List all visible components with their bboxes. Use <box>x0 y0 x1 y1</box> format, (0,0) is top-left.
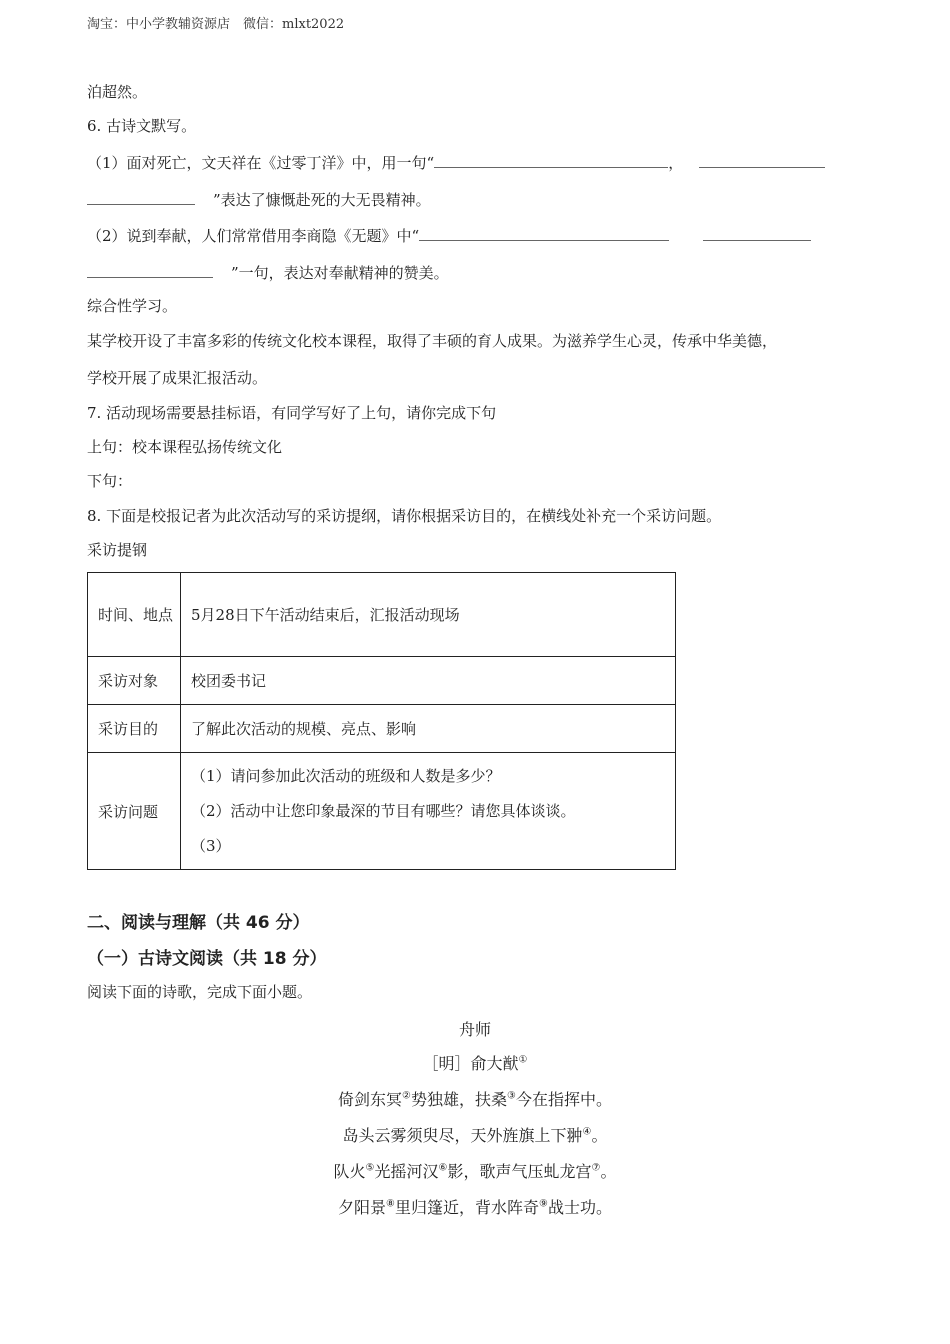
table-label: 采访对象 <box>88 657 181 705</box>
table-label: 采访目的 <box>88 705 181 753</box>
poem-line <box>0 1123 950 1146</box>
table-row <box>88 573 676 657</box>
question-6-2-cont <box>87 261 449 283</box>
poem-text: 队火 <box>333 1162 366 1181</box>
table-cell: 5月28日下午活动结束后，汇报活动现场 <box>181 573 676 657</box>
poem-text: 影，歌声气压虬龙宫 <box>447 1162 592 1181</box>
poem-text: 岛头云雾须臾尽，天外旌旗上下翀 <box>342 1126 583 1145</box>
poem-title: 舟师 <box>458 1020 491 1039</box>
question-6-1-cont <box>87 188 431 210</box>
section-label: 综合性学习。 <box>87 297 178 315</box>
table-row <box>88 753 676 870</box>
table-cell: 了解此次活动的规模、亮点、影响 <box>181 705 676 753</box>
question-7: 7. 活动现场需要悬挂标语，有同学写好了上句，请你完成下句 <box>87 404 497 422</box>
footnote-mark: ⑨ <box>539 1198 548 1210</box>
paragraph-line: 某学校开设了丰富多彩的传统文化校本课程，取得了丰硕的育人成果。为滋养学生心灵，传承中华美德， <box>87 332 778 350</box>
footnote-mark: ⑦ <box>591 1162 601 1174</box>
poem-text: 里归篷近，背水阵奇 <box>394 1198 539 1217</box>
poem-text: 。 <box>600 1162 617 1181</box>
poem-line <box>0 1195 950 1218</box>
text-line: 泊超然。 <box>87 83 148 101</box>
question-6: 6. 古诗文默写。 <box>87 117 197 135</box>
question-6-2 <box>87 224 811 246</box>
table-row <box>88 705 676 753</box>
question-7-lower: 下句： <box>87 472 133 490</box>
footnote-mark: ④ <box>582 1126 592 1138</box>
subsection-heading: （一）古诗文阅读（共 18 分） <box>87 949 327 969</box>
footnote-mark: ⑧ <box>386 1198 395 1210</box>
poem-text: 倚剑东冥 <box>338 1090 403 1109</box>
poem-author <box>0 1051 950 1074</box>
answer-blank[interactable] <box>699 151 825 168</box>
question-text: ”表达了慷慨赴死的大无畏精神。 <box>213 191 431 209</box>
answer-blank[interactable] <box>703 224 811 241</box>
poem-text: 光摇河汉 <box>374 1162 439 1181</box>
table-cell <box>181 753 676 870</box>
question-6-1: （1）面对死亡，文天祥在《过零丁洋》中，用一句“ ， <box>87 151 825 173</box>
poem-text: 夕阳景 <box>338 1198 387 1217</box>
question-text: ”一句，表达对奉献精神的赞美。 <box>231 264 449 282</box>
question-text: （2）说到奉献，人们常常借用李商隐《无题》中“ <box>87 227 420 245</box>
table-cell: 校团委书记 <box>181 657 676 705</box>
footnote-mark: ⑤ <box>365 1162 375 1174</box>
poem-line <box>0 1159 950 1182</box>
interview-question: （2）活动中让您印象最深的节目有哪些？请您具体谈谈。 <box>191 801 576 820</box>
answer-blank[interactable] <box>87 261 213 278</box>
question-8: 8. 下面是校报记者为此次活动写的采访提纲，请你根据采访目的，在横线处补充一个采访问题。 <box>87 507 722 525</box>
question-7-upper: 上句：校本课程弘扬传统文化 <box>87 438 283 456</box>
outline-title: 采访提钢 <box>87 541 148 559</box>
watermark-header: 淘宝：中小学教辅资源店 微信：mlxt2022 <box>87 17 345 32</box>
answer-blank[interactable] <box>419 224 669 241</box>
table-row <box>88 657 676 705</box>
poem-text: 势独雄，扶桑 <box>410 1090 507 1109</box>
footnote-mark: ① <box>518 1054 528 1066</box>
poem-line <box>0 1087 950 1110</box>
footnote-mark: ⑥ <box>438 1162 448 1174</box>
interview-question: （1）请问参加此次活动的班级和人数是多少？ <box>191 766 501 785</box>
paragraph-line: 学校开展了成果汇报活动。 <box>87 369 268 387</box>
section-heading: 二、阅读与理解（共 46 分） <box>87 913 310 933</box>
answer-blank[interactable] <box>87 188 195 205</box>
instruction: 阅读下面的诗歌，完成下面小题。 <box>87 983 313 1001</box>
footnote-mark: ② <box>402 1090 411 1102</box>
table-label: 采访问题 <box>88 753 181 870</box>
question-text: （1）面对死亡，文天祥在《过零丁洋》中，用一句“ <box>87 154 435 172</box>
poem-text: 战士功。 <box>547 1198 612 1217</box>
author-name: ［明］俞大猷 <box>422 1054 519 1073</box>
poem-text: 今在指挥中。 <box>515 1090 612 1109</box>
interview-question-blank[interactable]: （3） <box>191 836 231 855</box>
footnote-mark: ③ <box>507 1090 516 1102</box>
interview-outline-table <box>87 572 676 870</box>
poem-text: 。 <box>591 1126 608 1145</box>
table-label: 时间、地点 <box>88 573 181 657</box>
answer-blank[interactable] <box>434 151 668 168</box>
